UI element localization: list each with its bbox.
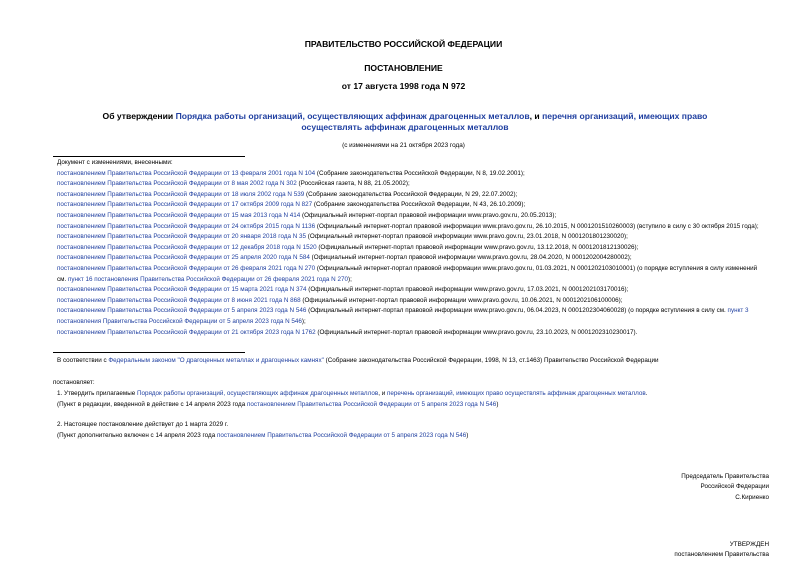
title-prefix: Об утверждении: [102, 111, 176, 121]
document-type: ПОСТАНОВЛЕНИЕ: [364, 63, 443, 73]
change-item-source: (Собрание законодательства Российской Федерации, N 29, 22.07.2002);: [304, 190, 518, 198]
point-2-note-link[interactable]: постановлением Правительства Российской Федерации от 5 апреля 2023 года N 546: [216, 431, 467, 439]
change-item-source: (Официальный интернет-портал правовой информации www.pravo.gov.ru, 17.03.2021, N 0001202103170016);: [306, 286, 629, 294]
change-item-source: (Официальный интернет-портал правовой информации www.pravo.gov.ru, 13.12.2018, N 0001201812130026);: [316, 243, 639, 251]
change-item: [53, 264, 766, 285]
point-2-note-prefix: (Пункт дополнительно включен с 14 апреля 2023 года: [57, 431, 217, 439]
separator-bottom: [53, 352, 245, 353]
point-1-mid: , и: [378, 390, 387, 397]
changes-items: [53, 169, 766, 339]
point-1: [53, 389, 766, 410]
change-item: [53, 296, 766, 307]
edition-note: (с изменениями на 21 октября 2023 года): [342, 142, 465, 149]
change-item-source: (Официальный интернет-портал правовой информации www.pravo.gov.ru, 23.10.2023, N 0001202310230017).: [315, 328, 638, 336]
point-2: [53, 420, 766, 441]
approved-title: УТВЕРЖДЕН: [729, 541, 769, 548]
change-item-source: (Официальный интернет-портал правовой информации www.pravo.gov.ru, 23.01.2018, N 0001201801230020);: [306, 233, 628, 241]
point-1-link-procedure[interactable]: Порядок работы организаций, осуществляющих аффинаж драгоценных металлов: [137, 390, 379, 397]
change-item-link[interactable]: постановлением Правительства Российской Федерации от 26 февраля 2021 года N 270: [57, 264, 316, 272]
change-item-source: (Официальный интернет-портал правовой информации www.pravo.gov.ru, 10.06.2021, N 0001202106100006);: [300, 296, 623, 304]
government-name: ПРАВИТЕЛЬСТВО РОССИЙСКОЙ ФЕДЕРАЦИИ: [304, 39, 503, 49]
changes-list: [53, 158, 766, 338]
point-1-prefix: 1. Утвердить прилагаемые: [57, 390, 137, 397]
change-item-link[interactable]: постановлением Правительства Российской Федерации от 8 мая 2002 года N 302: [57, 180, 297, 188]
signature-country: Российской Федерации: [700, 483, 769, 491]
change-item-source: (Собрание законодательства Российской Федерации, N 43, 26.10.2009);: [312, 201, 526, 209]
preamble: [53, 356, 766, 367]
change-item-source: (Официальный интернет-портал правовой информации www.pravo.gov.ru, 28.04.2020, N 0001202004280002);: [309, 254, 632, 262]
preamble-rest: (Собрание законодательства Российской Федерации, 1998, N 13, ст.1463) Правительство Российской Федерации: [323, 357, 659, 364]
document-date: от 17 августа 1998 года N 972: [341, 81, 466, 91]
change-item-source: (Официальный интернет-портал правовой информации www.pravo.gov.ru, 20.05.2013);: [300, 211, 557, 219]
change-item-source-end: );: [347, 275, 352, 283]
change-item-link[interactable]: постановлением Правительства Российской Федерации от 18 июля 2002 года N 539: [57, 190, 305, 198]
change-item-link[interactable]: постановлением Правительства Российской Федерации от 25 апреля 2020 года N 584: [57, 254, 310, 262]
change-item-link[interactable]: постановлением Правительства Российской Федерации от 13 февраля 2001 года N 104: [57, 169, 316, 177]
change-item-link[interactable]: постановлением Правительства Российской Федерации от 21 октября 2023 года N 1762: [57, 328, 316, 336]
title-link-list[interactable]: перечня организаций, имеющих право осуществлять аффинаж драгоценных металлов: [301, 111, 708, 132]
change-item-source: (Собрание законодательства Российской Федерации, N 8, 19.02.2001);: [315, 169, 525, 177]
signature-block: [681, 472, 769, 503]
point-2-note-end: ): [466, 431, 469, 439]
point-1-note-end: ): [496, 400, 499, 408]
change-item-link-secondary[interactable]: пункт 3 постановления Правительства Российской Федерации от 5 апреля 2023 года N 546: [57, 307, 749, 325]
change-item: [53, 222, 766, 233]
change-item: [53, 211, 766, 222]
change-item: [53, 232, 766, 243]
change-item-link[interactable]: постановлением Правительства Российской Федерации от 20 января 2018 года N 35: [57, 233, 307, 241]
change-item-source: (Официальный интернет-портал правовой информации www.pravo.gov.ru, 06.04.2023, N 0001202304060028) (о порядке вступления в силу см.: [306, 307, 728, 315]
change-item-source: (Российская газета, N 88, 21.05.2002);: [296, 180, 410, 188]
point-1-end: .: [645, 390, 648, 397]
change-item: [53, 285, 766, 296]
change-item: [53, 243, 766, 254]
point-1-link-list[interactable]: перечень организаций, имеющих право осуществлять аффинаж драгоценных металлов: [386, 390, 646, 397]
separator-top: [53, 156, 245, 157]
change-item-link[interactable]: постановлением Правительства Российской Федерации от 15 марта 2021 года N 374: [57, 286, 307, 294]
decides-text: постановляет:: [53, 379, 95, 386]
approved-by: постановлением Правительства: [674, 551, 769, 559]
change-item: [53, 328, 766, 339]
changes-intro: Документ с изменениями, внесенными:: [57, 159, 173, 166]
change-item: [53, 200, 766, 211]
change-item: [53, 253, 766, 264]
signature-position: Председатель Правительства: [681, 473, 769, 480]
change-item-source-end: );: [301, 317, 306, 325]
change-item-link[interactable]: постановлением Правительства Российской Федерации от 12 декабря 2018 года N 1520: [57, 243, 317, 251]
change-item: [53, 169, 766, 180]
title-link-procedure[interactable]: Порядка работы организаций, осуществляющих аффинаж драгоценных металлов: [175, 111, 530, 121]
title-mid: , и: [529, 111, 543, 121]
preamble-prefix: В соответствии с: [57, 357, 109, 364]
change-item-link[interactable]: постановлением Правительства Российской Федерации от 15 мая 2013 года N 414: [57, 211, 301, 219]
document-title: [85, 111, 725, 133]
change-item-link[interactable]: постановлением Правительства Российской Федерации от 5 апреля 2023 года N 546: [57, 307, 307, 315]
change-item: [53, 179, 766, 190]
change-item-link[interactable]: постановлением Правительства Российской Федерации от 8 июня 2021 года N 868: [57, 296, 301, 304]
approved-block: [674, 540, 769, 561]
point-1-note-prefix: (Пункт в редакции, введенной в действие с 14 апреля 2023 года: [57, 400, 247, 408]
change-item-link[interactable]: постановлением Правительства Российской Федерации от 17 октября 2009 года N 827: [57, 201, 313, 209]
change-item-source: (Официальный интернет-портал правовой информации www.pravo.gov.ru, 01.03.2021, N 0001202103010001) (о порядке вступления в силу изменений см.: [57, 264, 758, 283]
change-item-link-secondary[interactable]: пункт 16 постановления Правительства Российской Федерации от 26 февраля 2021 года N 270: [67, 275, 348, 283]
preamble-law-link[interactable]: Федеральным законом "О драгоценных металлах и драгоценных камнях": [108, 357, 324, 364]
point-2-text: 2. Настоящее постановление действует до 1 марта 2029 г.: [57, 421, 229, 428]
signature-name: С.Кириенко: [735, 493, 769, 501]
change-item: [53, 306, 766, 327]
change-item-source: (Официальный интернет-портал правовой информации www.pravo.gov.ru, 26.10.2015, N 0001201510260003) (вступило в силу с 30 октября 2015 года);: [315, 222, 759, 230]
change-item: [53, 190, 766, 201]
change-item-link[interactable]: постановлением Правительства Российской Федерации от 24 октября 2015 года N 1136: [57, 222, 316, 230]
point-1-note-link[interactable]: постановлением Правительства Российской Федерации от 5 апреля 2023 года N 546: [246, 400, 497, 408]
